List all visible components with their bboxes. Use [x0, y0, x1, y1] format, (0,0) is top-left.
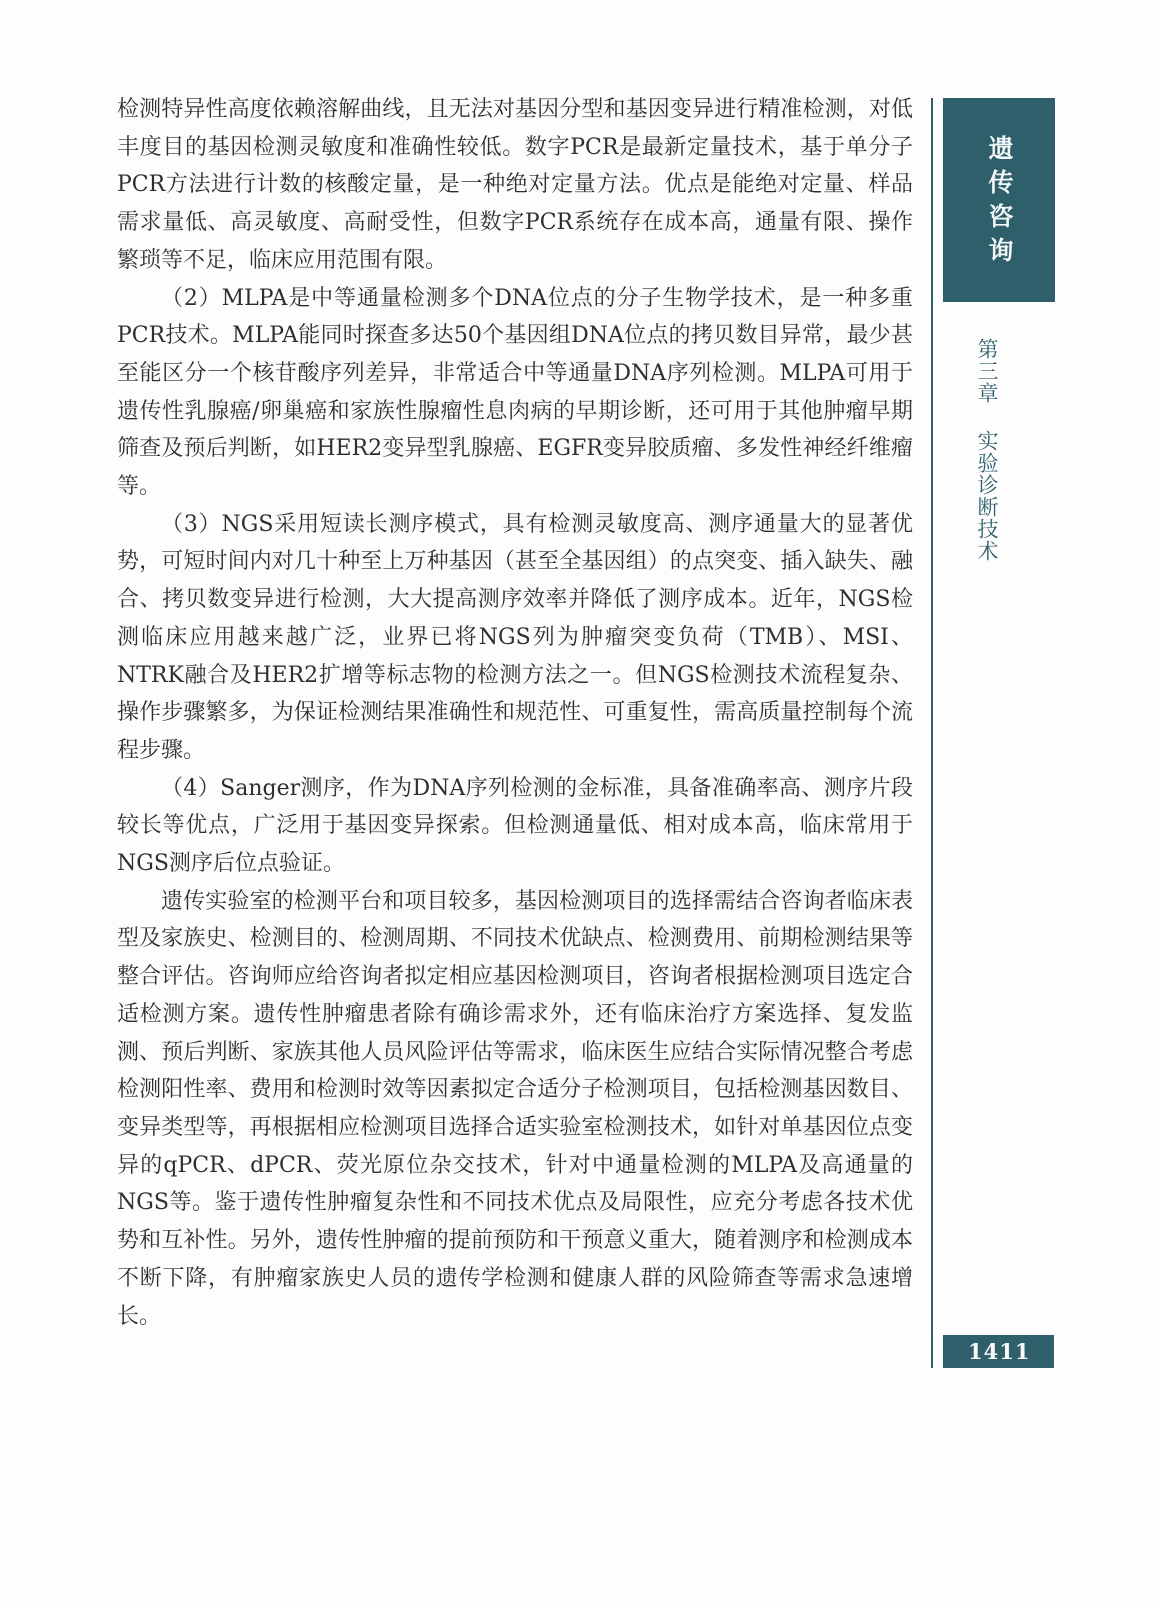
main-text-column [117, 91, 913, 1335]
body-paragraph-sanger: （4）Sanger测序，作为DNA序列检测的金标准，具备准确率高、测序片段较长等优点，广泛用于基因变异探索。但检测通量低、相对成本高，临床常用于NGS测序后位点验证。 [117, 775, 913, 877]
body-paragraph-lab-platforms: 遗传实验室的检测平台和项目较多，基因检测项目的选择需结合咨询者临床表型及家族史、检测目的、检测周期、不同技术优缺点、检测费用、前期检测结果等整合评估。咨询师应给咨询者拟定相应基因检测项目，咨询者根据检测项目选定合适检测方案。遗传性肿瘤患者除有确诊需求外，还有临床治疗方案选择、复发监测、预后判断、家族其他人员风险评估等需求，临床医生应结合实际情况整合考虑检测阳性率、费用和检测时效等因素拟定合适分子检测项目，包括检测基因数目、变异类型等，再根据相应检测项目选择合适实验室检测技术，如针对单基因位点变异的qPCR、dPCR、荧光原位杂交技术，针对中通量检测的MLPA及高通量的NGS等。鉴于遗传性肿瘤复杂性和不同技术优点及局限性，应充分考虑各技术优势和互补性。另外，遗传性肿瘤的提前预防和干预意义重大，随着测序和检测成本不断下降，有肿瘤家族史人员的遗传学检测和健康人群的风险筛查等需求急速增长。 [117, 888, 913, 1329]
page-number-box [943, 1335, 1054, 1368]
chapter-title: 实验诊断技术 [975, 429, 999, 562]
sidebar-divider-rule [931, 98, 933, 1368]
section-tab [943, 98, 1055, 302]
body-paragraph-ngs: （3）NGS采用短读长测序模式，具有检测灵敏度高、测序通量大的显著优势，可短时间内对几十种至上万种基因（甚至全基因组）的点突变、插入缺失、融合、拷贝数变异进行检测，大大提高测序效率并降低了测序成本。近年，NGS检测临床应用越来越广泛，业界已将NGS列为肿瘤突变负荷（TMB）、MSI、NTRK融合及HER2扩增等标志物的检测方法之一。但NGS检测技术流程复杂、操作步骤繁多，为保证检测结果准确性和规范性、可重复性，需高质量控制每个流程步骤。 [117, 511, 913, 763]
body-paragraph-continuation: 检测特异性高度依赖溶解曲线，且无法对基因分型和基因变异进行精准检测，对低丰度目的基因检测灵敏度和准确性较低。数字PCR是最新定量技术，基于单分子PCR方法进行计数的核酸定量，是一种绝对定量方法。优点是能绝对定量、样品需求量低、高灵敏度、高耐受性，但数字PCR系统存在成本高，通量有限、操作繁琐等不足，临床应用范围有限。 [117, 97, 913, 273]
chapter-label [976, 338, 998, 562]
section-tab-label: 遗传咨询 [985, 135, 1014, 271]
page-number: 1411 [968, 1339, 1031, 1364]
body-paragraph-mlpa: （2）MLPA是中等通量检测多个DNA位点的分子生物学技术，是一种多重PCR技术。MLPA能同时探查多达50个基因组DNA位点的拷贝数目异常，最少甚至能区分一个核苷酸序列差异，非常适合中等通量DNA序列检测。MLPA可用于遗传性乳腺癌/卵巢癌和家族性腺瘤性息肉病的早期诊断，还可用于其他肿瘤早期筛查及预后判断，如HER2变异型乳腺癌、EGFR变异胶质瘤、多发性神经纤维瘤等。 [117, 285, 913, 500]
chapter-number: 第三章 [975, 338, 999, 404]
